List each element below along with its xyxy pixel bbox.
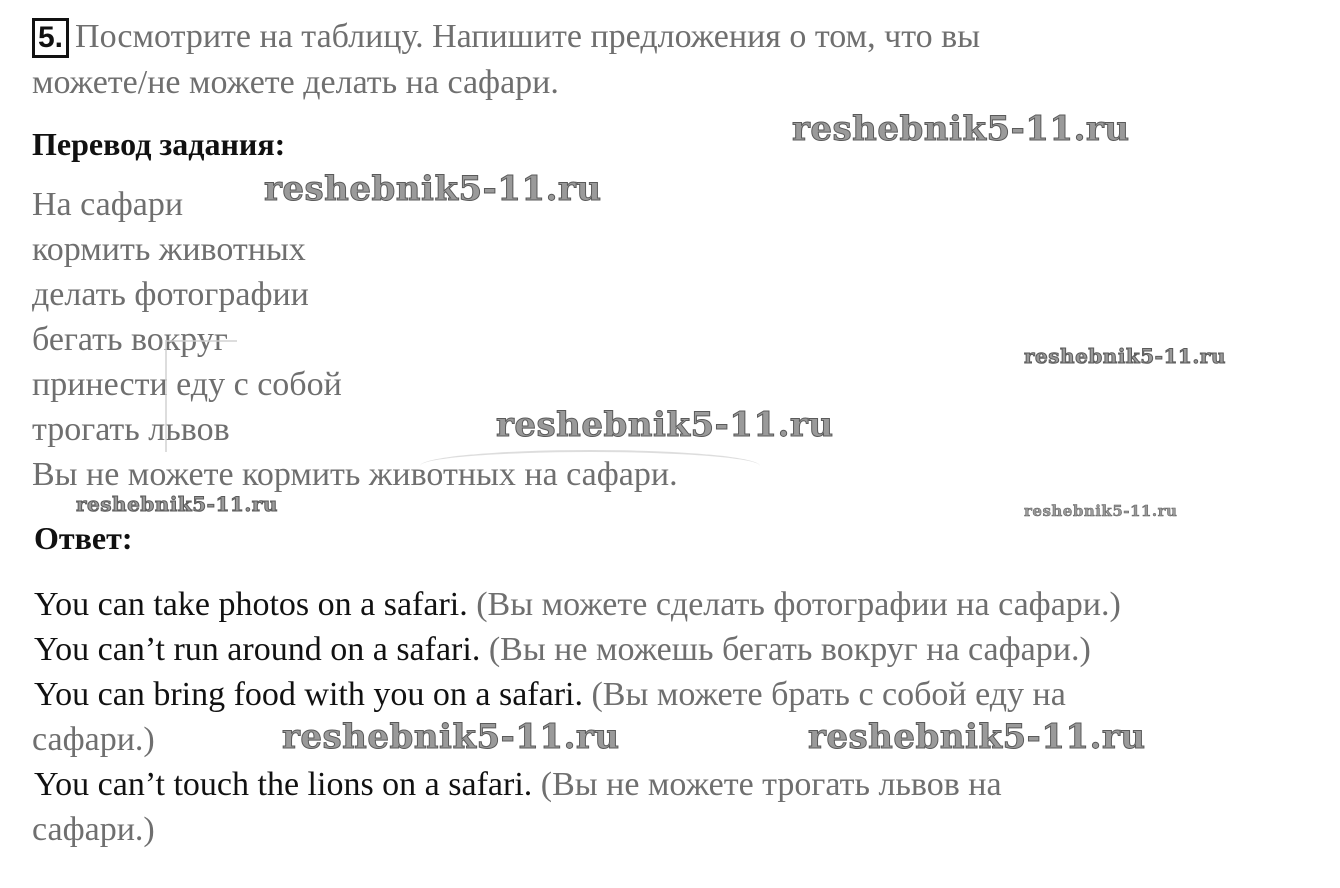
list-item: трогать львов <box>32 411 230 448</box>
task-text-line-2: можете/не можете делать на сафари. <box>32 64 559 101</box>
answer-russian: сафари.) <box>32 811 155 848</box>
answer-russian: (Вы можете сделать фотографии на сафари.) <box>467 586 1121 623</box>
ghost-table-artifact <box>165 340 237 452</box>
answer-english: You can take photos on a safari. <box>34 586 468 623</box>
list-item: бегать вокруг <box>32 321 228 358</box>
answer-line <box>34 768 1002 802</box>
answer-line <box>32 723 155 757</box>
task-number: 5. <box>32 18 69 58</box>
ghost-table-artifact <box>420 450 760 482</box>
watermark: reshebnik5-11.ru <box>1024 344 1226 368</box>
answer-line <box>34 588 1121 622</box>
watermark: reshebnik5-11.ru <box>76 492 278 516</box>
watermark: reshebnik5-11.ru <box>282 717 620 757</box>
answer-russian: (Вы можете брать с собой еду на <box>582 676 1066 713</box>
translation-heading: Перевод задания: <box>32 126 286 162</box>
task-text-line-1: Посмотрите на таблицу. Напишите предложения о том, что вы <box>75 18 981 55</box>
list-item: делать фотографии <box>32 276 309 313</box>
answer-russian: (Вы не можете трогать львов на <box>532 766 1002 803</box>
answer-russian: (Вы не можешь бегать вокруг на сафари.) <box>480 631 1091 668</box>
answer-heading: Ответ: <box>34 520 133 556</box>
watermark: reshebnik5-11.ru <box>496 405 834 445</box>
watermark: reshebnik5-11.ru <box>1024 502 1178 520</box>
answer-line <box>34 633 1091 667</box>
answer-english: You can’t touch the lions on a safari. <box>34 766 533 803</box>
answer-english: You can bring food with you on a safari. <box>34 676 583 713</box>
answer-russian: сафари.) <box>32 721 155 758</box>
list-item: Вы не можете кормить животных на сафари. <box>32 456 678 493</box>
list-item: На сафари <box>32 186 184 223</box>
watermark: reshebnik5-11.ru <box>808 717 1146 757</box>
task-header <box>32 18 980 58</box>
watermark: reshebnik5-11.ru <box>264 169 602 209</box>
answer-english: You can’t run around on a safari. <box>34 631 481 668</box>
list-item: принести еду с собой <box>32 366 342 403</box>
answer-line <box>32 813 155 847</box>
answer-line <box>34 678 1066 712</box>
watermark: reshebnik5-11.ru <box>792 109 1130 149</box>
list-item: кормить животных <box>32 231 306 268</box>
